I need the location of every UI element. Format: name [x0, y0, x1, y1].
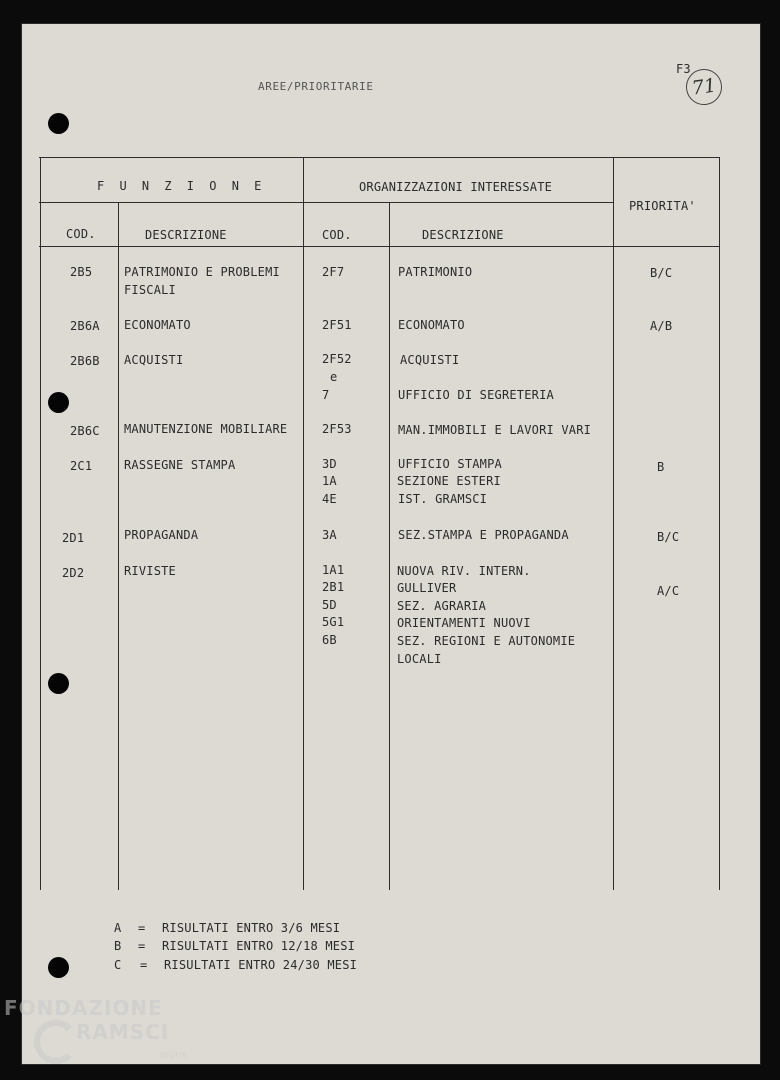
func-code: 2B6C: [70, 424, 100, 438]
priority-cell: B/C: [650, 266, 673, 280]
punch-hole: [48, 113, 69, 134]
table-col-rule: [118, 202, 119, 890]
func-descr-header: DESCRIZIONE: [145, 228, 227, 242]
table-col-rule: [389, 202, 390, 890]
org-desc: ECONOMATO: [398, 318, 465, 332]
func-code: 2B5: [70, 265, 93, 279]
table-left-rule: [40, 157, 41, 890]
org-code: 2F53: [322, 422, 352, 436]
watermark-line2: RAMSCI: [76, 1020, 170, 1044]
func-code: 2B6A: [70, 319, 100, 333]
org-code: 2F51: [322, 318, 352, 332]
func-desc-line: ECONOMATO: [124, 318, 191, 332]
org-code: 4E: [322, 492, 337, 506]
legend-key: B: [114, 939, 122, 953]
org-desc: LOCALI: [397, 652, 442, 666]
funzione-header: F U N Z I O N E: [97, 179, 266, 193]
func-code: 2D1: [62, 531, 85, 545]
org-desc: UFFICIO STAMPA: [398, 457, 502, 471]
punch-hole: [48, 957, 69, 978]
legend-equals: =: [138, 939, 146, 953]
org-code: 3D: [322, 457, 337, 471]
func-cod-header: COD.: [66, 227, 96, 241]
func-code: 2C1: [70, 459, 93, 473]
priority-cell: A/C: [657, 584, 680, 598]
table-top-rule: [39, 157, 719, 158]
table-col-rule: [613, 157, 614, 890]
org-code: 2F7: [322, 265, 345, 279]
priorita-header: PRIORITA': [629, 199, 696, 213]
punch-hole: [48, 673, 69, 694]
legend-text: RISULTATI ENTRO 3/6 MESI: [162, 921, 341, 935]
punch-hole: [48, 392, 69, 413]
org-desc: SEZ. AGRARIA: [397, 599, 487, 613]
org-code: 1A: [322, 474, 337, 488]
legend-equals: =: [140, 958, 148, 972]
table-header-bottom-rule: [39, 246, 719, 247]
org-desc: UFFICIO DI SEGRETERIA: [398, 388, 554, 402]
org-desc: ORIENTAMENTI NUOVI: [397, 616, 531, 630]
sheet-ref: F3: [676, 62, 691, 76]
legend-text: RISULTATI ENTRO 12/18 MESI: [162, 939, 356, 953]
priority-cell: A/B: [650, 319, 673, 333]
func-code: 2B6B: [70, 354, 100, 368]
org-desc: NUOVA RIV. INTERN.: [397, 564, 531, 578]
org-desc: SEZ. REGIONI E AUTONOMIE: [397, 634, 576, 648]
func-desc-line: FISCALI: [124, 283, 176, 297]
org-desc: SEZ.STAMPA E PROPAGANDA: [398, 528, 569, 542]
func-code: 2D2: [62, 566, 85, 580]
org-desc: ACQUISTI: [400, 353, 460, 367]
org-desc: SEZIONE ESTERI: [397, 474, 501, 488]
org-cod-header: COD.: [322, 228, 352, 242]
org-code: 3A: [322, 528, 337, 542]
func-desc-line: PATRIMONIO E PROBLEMI: [124, 265, 280, 279]
func-desc-line: ACQUISTI: [124, 353, 184, 367]
watermark-line3: onlus: [160, 1050, 187, 1061]
org-code: 2F52: [322, 352, 352, 366]
legend-equals: =: [138, 921, 146, 935]
legend-key: A: [114, 921, 122, 935]
org-code: 6B: [322, 633, 337, 647]
page-number-stamp: 71: [684, 67, 725, 108]
func-desc-line: PROPAGANDA: [124, 528, 199, 542]
organizzazioni-header: ORGANIZZAZIONI INTERESSATE: [359, 180, 553, 194]
legend-key: C: [114, 958, 122, 972]
org-code: 1A1: [322, 563, 345, 577]
table-header-rule: [39, 202, 613, 203]
table-col-rule: [303, 157, 304, 890]
org-code: 5D: [322, 598, 337, 612]
func-desc-line: MANUTENZIONE MOBILIARE: [124, 422, 288, 436]
org-desc: IST. GRAMSCI: [398, 492, 488, 506]
watermark-line1: FONDAZIONE: [4, 996, 163, 1020]
org-desc: MAN.IMMOBILI E LAVORI VARI: [398, 423, 592, 437]
func-desc-line: RASSEGNE STAMPA: [124, 458, 236, 472]
priority-cell: B/C: [657, 530, 680, 544]
org-code: 2B1: [322, 580, 345, 594]
table-right-rule: [719, 157, 720, 890]
org-desc: PATRIMONIO: [398, 265, 473, 279]
legend-text: RISULTATI ENTRO 24/30 MESI: [164, 958, 358, 972]
org-code: 5G1: [322, 615, 345, 629]
org-descr-header: DESCRIZIONE: [422, 228, 504, 242]
org-code-conjunction: e: [330, 370, 338, 384]
org-code: 7: [322, 388, 330, 402]
doc-subtitle: AREE/PRIORITARIE: [258, 80, 374, 93]
priority-cell: B: [657, 460, 665, 474]
org-desc: GULLIVER: [397, 581, 457, 595]
watermark-logo-icon: [34, 1020, 78, 1064]
func-desc-line: RIVISTE: [124, 564, 176, 578]
